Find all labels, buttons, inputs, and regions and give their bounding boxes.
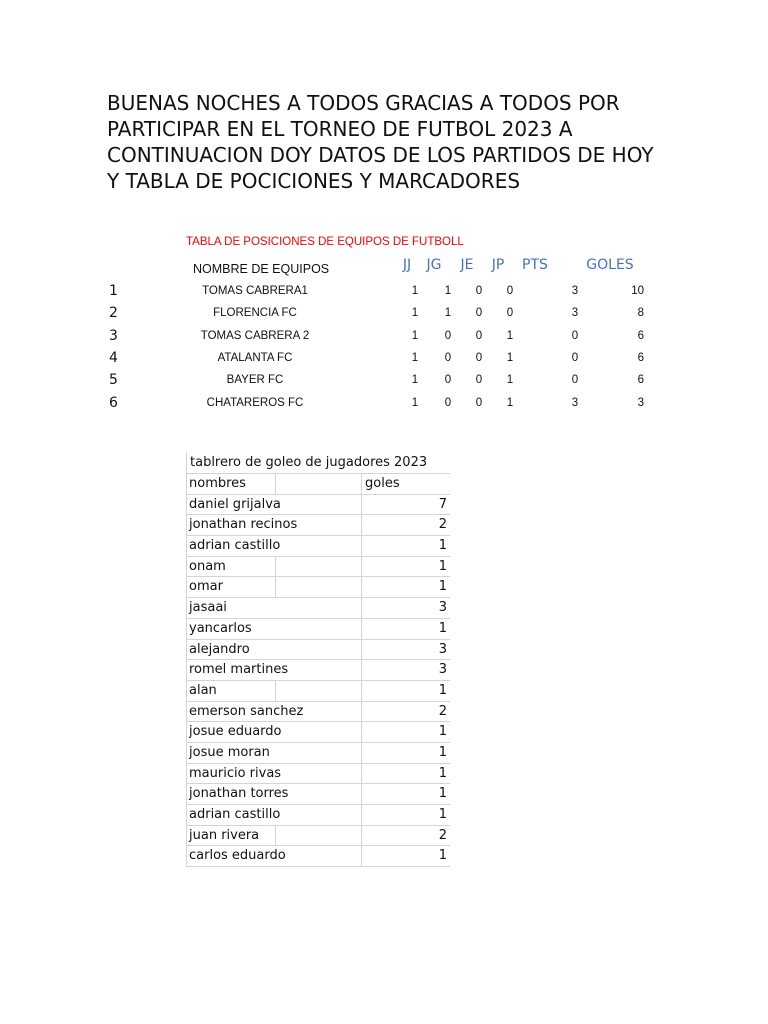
scorer-name bbox=[187, 640, 362, 660]
scorer-row bbox=[186, 805, 450, 826]
column-header-pts: PTS bbox=[522, 257, 548, 273]
scorer-row bbox=[186, 557, 450, 578]
team-name: TOMAS CABRERA1 bbox=[202, 285, 308, 297]
scorer-name-text: daniel grijalva bbox=[189, 496, 281, 512]
stat-jj: 1 bbox=[411, 285, 419, 297]
stat-jg: 0 bbox=[444, 397, 452, 409]
stat-goles: 8 bbox=[637, 307, 644, 319]
column-header-je: JE bbox=[460, 257, 474, 273]
scorer-name bbox=[187, 495, 362, 515]
stat-goles: 10 bbox=[631, 285, 644, 297]
stat-je: 0 bbox=[475, 352, 483, 364]
scorer-goals: 1 bbox=[438, 538, 447, 554]
scorer-name bbox=[187, 557, 362, 577]
scorers-header-name: nombres bbox=[187, 474, 362, 494]
stat-pts: 3 bbox=[571, 307, 579, 319]
scorer-name bbox=[187, 577, 362, 597]
stat-jg: 1 bbox=[444, 307, 452, 319]
standings-row bbox=[0, 328, 768, 350]
scorer-row bbox=[186, 598, 450, 619]
team-name-header: NOMBRE DE EQUIPOS bbox=[193, 262, 330, 276]
scorer-name-text: onam bbox=[189, 558, 226, 574]
scorer-goals: 1 bbox=[438, 579, 447, 595]
scorer-goals: 1 bbox=[438, 558, 447, 574]
stat-je: 0 bbox=[475, 330, 483, 342]
scorer-name-text: omar bbox=[189, 579, 223, 595]
stat-jg: 0 bbox=[444, 374, 452, 386]
scorer-name-text: juan rivera bbox=[189, 827, 260, 843]
stat-goles: 3 bbox=[637, 397, 644, 409]
scorer-row bbox=[186, 577, 450, 598]
standings-row bbox=[0, 372, 768, 394]
stat-je: 0 bbox=[475, 307, 483, 319]
heading-line: CONTINUACION DOY DATOS DE LOS PARTIDOS DE HOY bbox=[107, 143, 654, 167]
stat-goles: 6 bbox=[637, 352, 644, 364]
column-header-jg: JG bbox=[426, 257, 442, 273]
scorer-name bbox=[187, 846, 362, 866]
stat-jp: 1 bbox=[506, 330, 514, 342]
rank-number: 4 bbox=[109, 350, 118, 366]
scorer-goals: 1 bbox=[438, 744, 447, 760]
scorer-row bbox=[186, 743, 450, 764]
scorer-name-text: josue eduardo bbox=[189, 724, 282, 740]
team-name: BAYER FC bbox=[226, 374, 284, 386]
scorer-goals: 3 bbox=[438, 662, 447, 678]
stat-jj: 1 bbox=[411, 397, 419, 409]
standings-table bbox=[0, 0, 768, 420]
stat-jp: 0 bbox=[506, 307, 514, 319]
scorer-goals: 1 bbox=[438, 682, 447, 698]
scorer-name bbox=[187, 660, 362, 680]
stat-jg: 0 bbox=[444, 330, 452, 342]
scorer-goals: 2 bbox=[438, 827, 447, 843]
stat-pts: 0 bbox=[571, 374, 579, 386]
scorer-name-text: carlos eduardo bbox=[189, 848, 286, 864]
scorers-header-goals: goles bbox=[365, 476, 400, 491]
scorer-name-text: adrian castillo bbox=[189, 807, 281, 822]
scorer-goals: 1 bbox=[438, 786, 447, 802]
scorer-goals: 3 bbox=[438, 600, 447, 616]
scorers-header-row bbox=[186, 474, 450, 495]
stat-goles: 6 bbox=[637, 330, 644, 342]
scorer-name-text: yancarlos bbox=[189, 620, 252, 636]
stat-jj: 1 bbox=[411, 374, 419, 386]
scorer-name bbox=[187, 536, 362, 556]
standings-row bbox=[0, 395, 768, 417]
scorer-name bbox=[187, 764, 362, 784]
scorer-row bbox=[186, 826, 450, 847]
scorer-row bbox=[186, 722, 450, 743]
scorer-row bbox=[186, 640, 450, 661]
column-header-goles: GOLES bbox=[586, 257, 634, 273]
scorers-title: tablrero de goleo de jugadores 2023 bbox=[186, 452, 450, 474]
stat-jg: 0 bbox=[444, 352, 452, 364]
scorer-name-text: mauricio rivas bbox=[189, 765, 282, 781]
column-header-jp: JP bbox=[491, 257, 505, 273]
stat-jp: 1 bbox=[506, 397, 514, 409]
scorer-name bbox=[187, 805, 362, 825]
scorer-row bbox=[186, 702, 450, 723]
stat-pts: 0 bbox=[571, 352, 579, 364]
scorer-name-text: emerson sanchez bbox=[189, 703, 304, 719]
scorer-name-text: adrian castillo bbox=[189, 538, 281, 554]
stat-je: 0 bbox=[475, 397, 483, 409]
stat-je: 0 bbox=[475, 374, 483, 386]
scorer-name bbox=[187, 722, 362, 742]
team-name: TOMAS CABRERA 2 bbox=[200, 330, 310, 342]
scorer-name bbox=[187, 702, 362, 722]
stat-jp: 1 bbox=[506, 352, 514, 364]
stat-goles: 6 bbox=[637, 374, 644, 386]
scorer-name-text: romel martines bbox=[189, 662, 289, 678]
scorer-goals: 1 bbox=[438, 765, 447, 781]
scorer-name bbox=[187, 743, 362, 763]
heading-line: Y TABLA DE POCICIONES Y MARCADORES bbox=[107, 169, 521, 193]
rank-number: 6 bbox=[109, 395, 118, 411]
scorer-name bbox=[187, 784, 362, 804]
scorer-row bbox=[186, 846, 450, 867]
scorer-goals: 1 bbox=[438, 724, 447, 740]
scorer-name-text: jonathan recinos bbox=[189, 517, 298, 533]
scorer-name-text: alan bbox=[189, 682, 217, 698]
heading-line: BUENAS NOCHES A TODOS GRACIAS A TODOS POR bbox=[107, 91, 620, 115]
scorer-row bbox=[186, 681, 450, 702]
standings-row bbox=[0, 305, 768, 327]
scorer-row bbox=[186, 495, 450, 516]
scorer-goals: 1 bbox=[438, 807, 447, 822]
scorer-name-text: jonathan torres bbox=[189, 786, 289, 802]
rank-number: 5 bbox=[109, 372, 118, 388]
scorer-goals: 1 bbox=[438, 848, 447, 864]
scorer-name bbox=[187, 515, 362, 535]
scorer-row bbox=[186, 784, 450, 805]
scorer-name bbox=[187, 619, 362, 639]
scorer-name bbox=[187, 681, 362, 701]
rank-number: 2 bbox=[109, 305, 118, 321]
stat-jp: 1 bbox=[506, 374, 514, 386]
scorer-row bbox=[186, 660, 450, 681]
team-name: FLORENCIA FC bbox=[213, 307, 297, 319]
scorer-name bbox=[187, 826, 362, 846]
scorer-row bbox=[186, 764, 450, 785]
scorer-row bbox=[186, 536, 450, 557]
standings-row bbox=[0, 283, 768, 305]
scorer-name bbox=[187, 598, 362, 618]
stat-pts: 3 bbox=[571, 285, 579, 297]
scorer-goals: 2 bbox=[438, 703, 447, 719]
scorer-name-text: josue moran bbox=[189, 744, 270, 760]
stat-jj: 1 bbox=[411, 307, 419, 319]
standings-title: TABLA DE POSICIONES DE EQUIPOS DE FUTBOLL bbox=[186, 236, 464, 248]
scorer-goals: 1 bbox=[438, 620, 447, 636]
rank-number: 3 bbox=[109, 328, 118, 344]
team-name: ATALANTA FC bbox=[217, 352, 293, 364]
rank-number: 1 bbox=[109, 283, 118, 299]
scorer-goals: 3 bbox=[438, 641, 447, 657]
stat-pts: 3 bbox=[571, 397, 579, 409]
stat-pts: 0 bbox=[571, 330, 579, 342]
column-header-jj: JJ bbox=[402, 257, 412, 273]
scorer-name-text: alejandro bbox=[189, 641, 250, 657]
scorer-name-text: jasaai bbox=[189, 600, 227, 616]
heading-line: PARTICIPAR EN EL TORNEO DE FUTBOL 2023 A bbox=[107, 117, 573, 141]
stat-jj: 1 bbox=[411, 330, 419, 342]
standings-row bbox=[0, 350, 768, 372]
scorer-goals: 2 bbox=[438, 517, 447, 533]
scorer-row bbox=[186, 619, 450, 640]
team-name: CHATAREROS FC bbox=[206, 397, 304, 409]
stat-jj: 1 bbox=[411, 352, 419, 364]
scorer-goals: 7 bbox=[438, 496, 447, 512]
scorer-row bbox=[186, 515, 450, 536]
stat-jp: 0 bbox=[506, 285, 514, 297]
stat-je: 0 bbox=[475, 285, 483, 297]
stat-jg: 1 bbox=[444, 285, 452, 297]
scorers-table bbox=[186, 452, 450, 867]
